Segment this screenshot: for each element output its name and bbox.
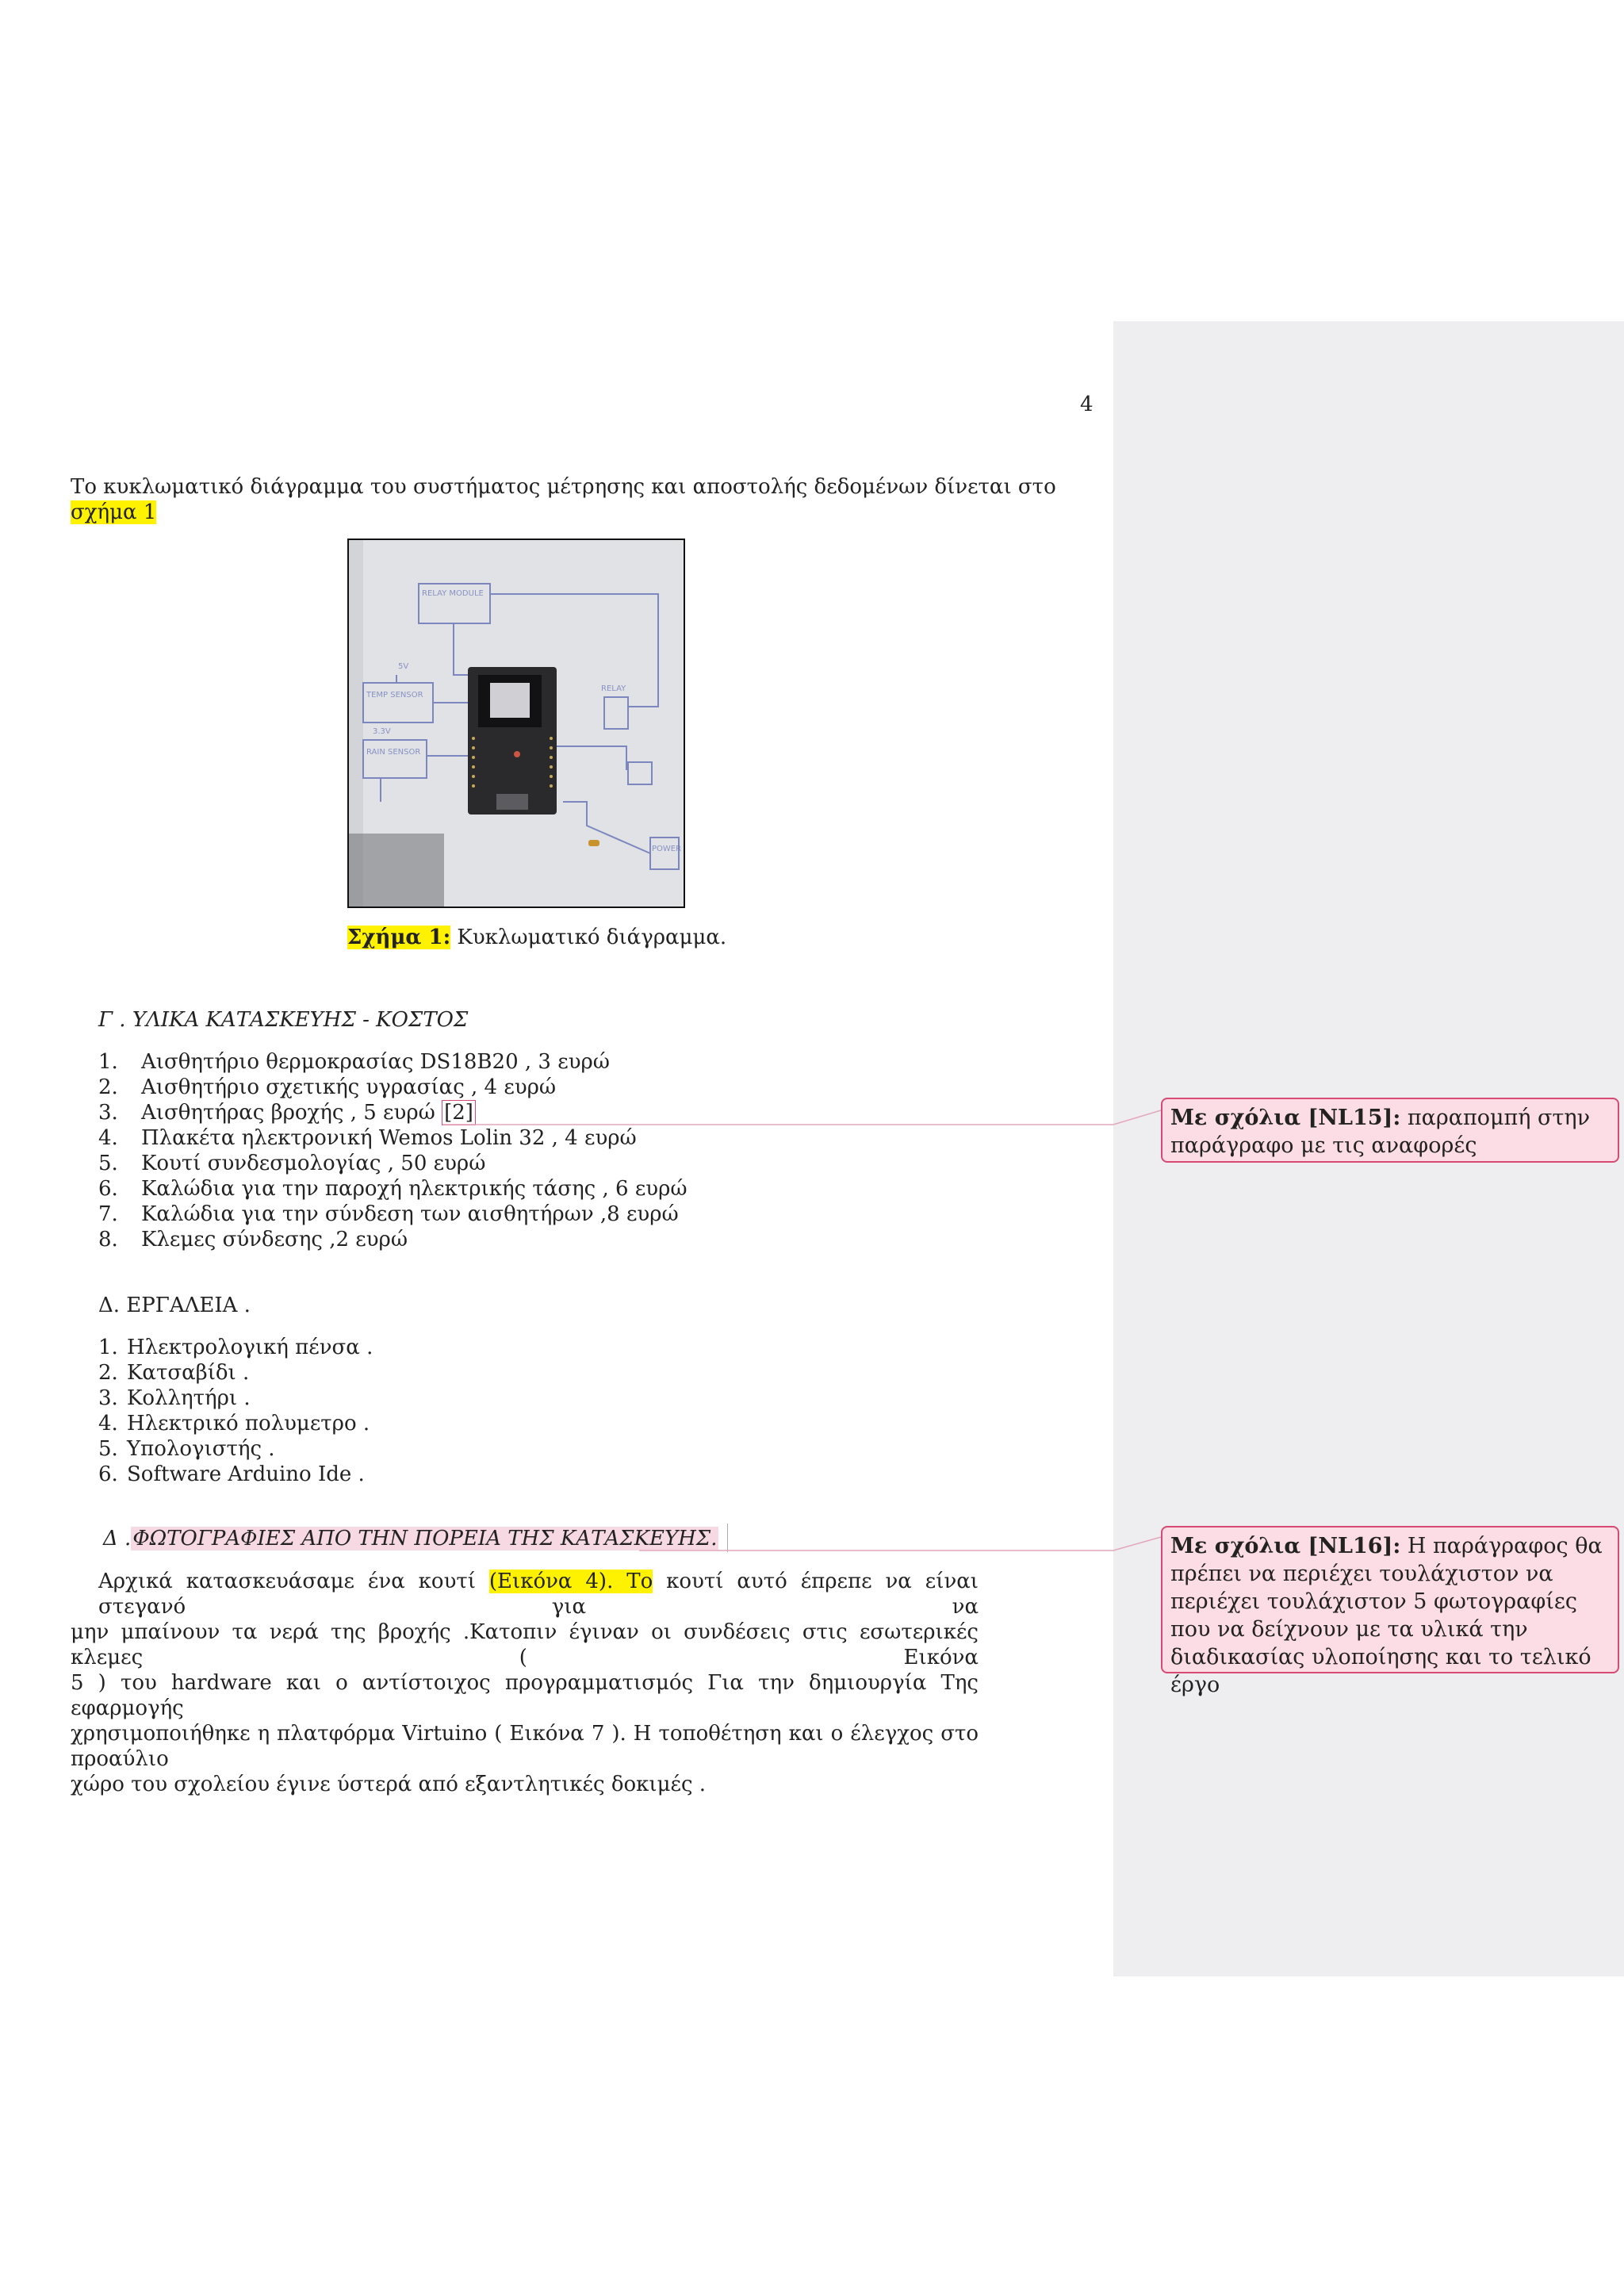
materials-heading: Γ . ΥΛΙΚΑ ΚΑΤΑΣΚΕΥΗΣ - ΚΟΣΤΟΣ (98, 1008, 469, 1032)
page-number: 4 (1080, 393, 1094, 416)
sketch-label-5v: 5V (398, 662, 409, 671)
body-line-3: 5 ) του hardware και ο αντίστοιχος προγραμματισμός Για την δημιουργία Της εφαρμογής (71, 1671, 979, 1720)
figure-reference-highlight: (Εικόνα 4). Το (488, 1570, 653, 1593)
figure-caption-text: Κυκλωματικό διάγραμμα. (450, 926, 727, 949)
commented-heading-text[interactable]: ΦΩΤΟΓΡΑΦΙΕΣ ΑΠΟ ΤΗΝ ΠΟΡΕΙΑ ΤΗΣ ΚΑΤΑΣΚΕΥΗΣ. (132, 1527, 718, 1550)
figure-caption-label: Σχήμα 1: (347, 926, 451, 949)
sketch-label-relay: RELAY (601, 684, 626, 693)
tools-heading: Δ. ΕΡΓΑΛΕΙΑ . (98, 1294, 251, 1317)
comment-label: Με σχόλια [NL15]: (1170, 1106, 1401, 1130)
comment-balloon-nl16[interactable] (1161, 1526, 1619, 1697)
sketch-label-3v3: 3.3V (373, 727, 391, 736)
comment-label: Με σχόλια [NL16]: (1170, 1534, 1401, 1558)
figure-reference-highlight: σχήμα 1 (71, 500, 157, 524)
comment-text: παραπομπή στην παράγραφο με τις αναφορές (1170, 1106, 1590, 1158)
body-line-1: Αρχικά κατασκευάσαμε ένα κουτί (Εικόνα 4). Το κουτί αυτό έπρεπε να είναι στεγανό για να (98, 1570, 979, 1619)
comment-text: Η παράγραφος θα πρέπει να περιέχει τουλάχιστον να περιέχει τουλάχιστον 5 φωτογραφίες που να δείχνουν με τα υλικά την διαδικασίας υλοποίησης και το τελικό έργο (1170, 1534, 1603, 1697)
sketch-label-power: POWER (652, 845, 682, 853)
sketch-label-relay-module: RELAY MODULE (422, 589, 484, 598)
sketch-label-temp-sensor: TEMP SENSOR (366, 691, 423, 700)
photos-heading-prefix: Δ . (103, 1527, 132, 1550)
reference-citation[interactable]: [2] (442, 1100, 476, 1125)
body-line-4: χρησιμοποιήθηκε η πλατφόρμα Virtuino ( Εικόνα 7 ). Η τοποθέτηση και ο έλεγχος στο προαύλιο (71, 1722, 979, 1771)
intro-line-1: Το κυκλωματικό διάγραμμα του συστήματος μέτρησης και αποστολής δεδομένων δίνεται στο (71, 475, 1056, 499)
body-line-5: χώρο του σχολείου έγινε ύστερά από εξαντλητικές δοκιμές . (71, 1773, 707, 1796)
comment-balloon-nl15[interactable] (1161, 1098, 1619, 1163)
body-line-2: μην μπαίνουν τα νερά της βροχής .Κατοπιν έγιναν οι συνδέσεις στις εσωτερικές κλεμες ( Εικόνα (71, 1620, 979, 1669)
sketch-label-rain-sensor: RAIN SENSOR (366, 748, 421, 757)
